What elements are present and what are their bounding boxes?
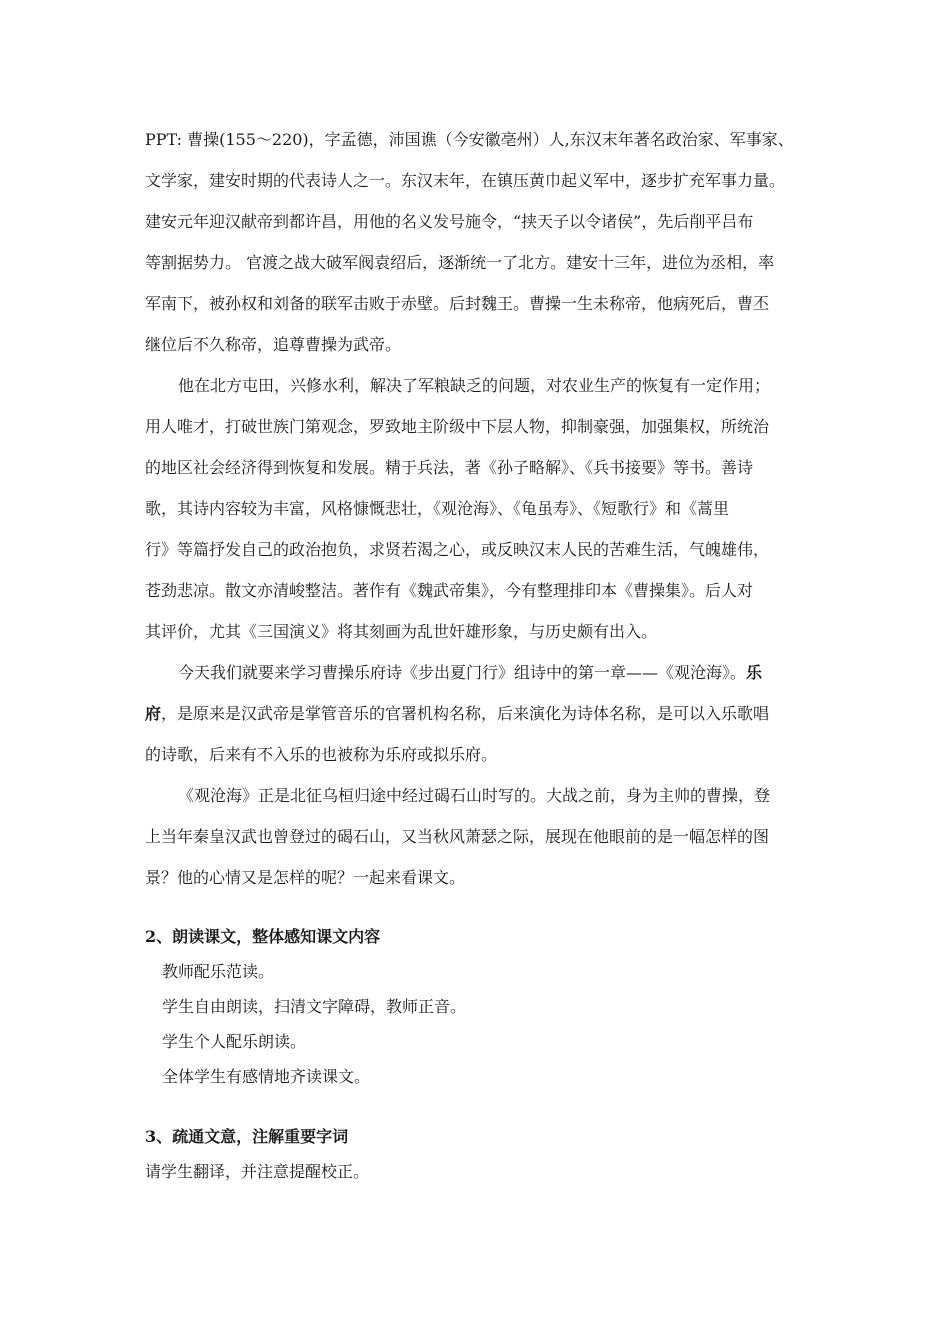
paragraph-2-line: 苍劲悲凉。散文亦清峻整洁。著作有《魏武帝集》，今有整理排印本《曹操集》。后人对 — [145, 581, 754, 600]
paragraph-1-line: 建安元年迎汉献帝到都许昌，用他的名义发号施令，“挟天子以令诸侯”，先后削平吕布 — [145, 212, 754, 231]
paragraph-1-line: PPT: 曹操(155～220)，字孟德，沛国谯（今安徽亳州）人,东汉末年著名政治家、军事家、 — [145, 130, 794, 149]
paragraph-4-line: 上当年秦皇汉武也曾登过的碣石山，又当秋风萧瑟之际，展现在他眼前的是一幅怎样的图 — [145, 827, 770, 846]
paragraph-1-line: 文学家，建安时期的代表诗人之一。东汉末年，在镇压黄巾起义军中，逐步扩充军事力量。 — [145, 171, 786, 190]
paragraph-2-line: 行》等篇抒发自己的政治抱负，求贤若渴之心，或反映汉末人民的苦难生活，气魄雄伟， — [145, 540, 770, 559]
section-2-item: 学生自由朗读，扫清文字障碍，教师正音。 — [162, 997, 467, 1016]
paragraph-3-text: 今天我们就要来学习曹操乐府诗《步出夏门行》组诗中的第一章——《观沧海》。 — [178, 663, 747, 682]
paragraph-3-bold-term: 乐 — [746, 663, 763, 682]
paragraph-1-line: 军南下，被孙权和刘备的联军击败于赤壁。后封魏王。曹操一生未称帝，他病死后，曹丕 — [145, 294, 770, 313]
section-2-item: 学生个人配乐朗读。 — [162, 1032, 307, 1051]
paragraph-2-line: 他在北方屯田，兴修水利，解决了军粮缺乏的问题，对农业生产的恢复有一定作用； — [178, 376, 771, 395]
paragraph-2-line: 其评价，尤其《三国演义》将其刻画为乱世奸雄形象，与历史颇有出入。 — [145, 622, 658, 641]
paragraph-3-line: 的诗歌，后来有不入乐的也被称为乐府或拟乐府。 — [145, 745, 498, 764]
paragraph-3-bold-term: 府 — [145, 704, 162, 723]
section-3-text: 请学生翻译，并注意提醒校正。 — [145, 1162, 370, 1181]
paragraph-1-line: 继位后不久称帝，追尊曹操为武帝。 — [145, 335, 402, 354]
section-2-item: 教师配乐范读。 — [162, 962, 275, 981]
paragraph-2-line: 用人唯才，打破世族门第观念，罗致地主阶级中下层人物，抑制豪强，加强集权，所统治 — [145, 417, 770, 436]
paragraph-3-line — [145, 704, 769, 724]
paragraph-4-line: 《观沧海》正是北征乌桓归途中经过碣石山时写的。大战之前，身为主帅的曹操，登 — [178, 786, 771, 805]
paragraph-3-line — [178, 663, 762, 683]
section-2-heading: 2、朗读课文，整体感知课文内容 — [145, 927, 381, 946]
paragraph-2-line: 的地区社会经济得到恢复和发展。精于兵法，著《孙子略解》、《兵书接要》等书。善诗 — [145, 458, 754, 477]
paragraph-1-line: 等割据势力。 官渡之战大破军阀袁绍后，逐渐统一了北方。建安十三年，进位为丞相，率 — [145, 253, 775, 272]
paragraph-2-line: 歌，其诗内容较为丰富，风格慷慨悲壮，《观沧海》、《龟虽寿》、《短歌行》和《蒿里 — [145, 499, 730, 518]
paragraph-3-text: ，是原来是汉武帝是掌管音乐的官署机构名称，后来演化为诗体名称，是可以入乐歌唱 — [161, 704, 770, 723]
section-2-item: 全体学生有感情地齐读课文。 — [162, 1067, 371, 1086]
paragraph-4-line: 景？他的心情又是怎样的呢？一起来看课文。 — [145, 868, 466, 887]
section-3-heading: 3、疏通文意，注解重要字词 — [145, 1127, 349, 1146]
